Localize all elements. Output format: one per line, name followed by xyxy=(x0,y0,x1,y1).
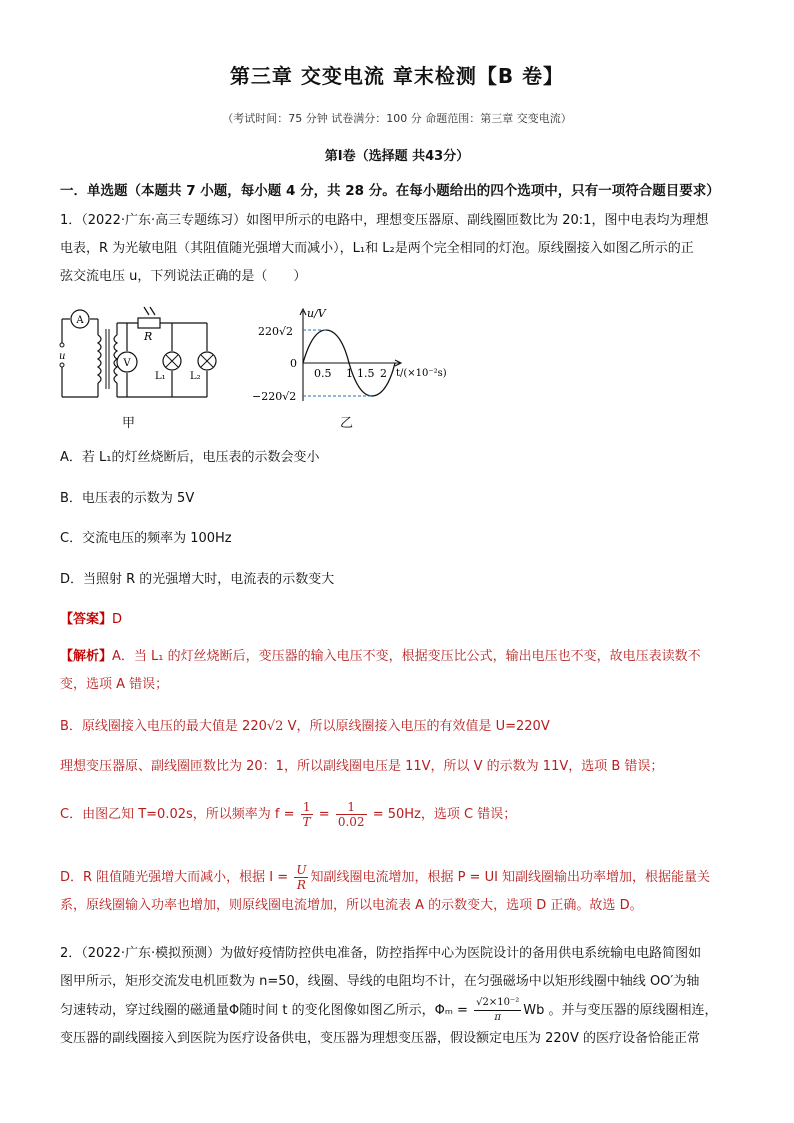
option-d: D．当照射 R 的光强增大时，电流表的示数变大 xyxy=(60,572,335,587)
analysis-d xyxy=(60,863,740,920)
y-max-label: 220√2 xyxy=(258,325,294,338)
analysis-d-pre: D．R 阻值随光强增大而减小，根据 I = xyxy=(60,870,289,885)
q1-stem-line3: 弦交流电压 u，下列说法正确的是（ ） xyxy=(60,269,307,284)
lamp1-label: L₁ xyxy=(155,371,166,382)
analysis-c-pre: C．由图乙知 T=0.02s，所以频率为 f = xyxy=(60,807,295,822)
option-b: B．电压表的示数为 5V xyxy=(60,491,195,506)
y-axis-label: u/V xyxy=(307,307,326,320)
x-axis-label: t/(×10⁻²s) xyxy=(396,368,447,379)
svg-text:V: V xyxy=(123,358,131,369)
analysis-b2: 理想变压器原、副线圈匝数比为 20：1，所以副线圈电压是 11V，所以 V 的示数为 11V，选项 B 错误； xyxy=(60,759,664,774)
fraction-1-over-T: $\frac{1}{T}$ xyxy=(302,800,311,829)
analysis-b xyxy=(60,713,740,741)
q2-line1: 2．（2022·广东·模拟预测）为做好疫情防控供电准备，防控指挥中心为医院设计的备用供电系统输电电路简图如 xyxy=(60,946,702,961)
q2-stem xyxy=(60,940,740,1053)
doc-subtitle: （考试时间：75 分钟 试卷满分：100 分 命题范围：第三章 交变电流） xyxy=(222,112,572,125)
q1-stem-line2: 电表，R 为光敏电阻（其阻值随光强增大而减小），L₁和 L₂是两个完全相同的灯泡。原线圈接入如图乙所示的正 xyxy=(60,241,694,256)
doc-title: 第三章 交变电流 章末检测【B 卷】 xyxy=(229,64,565,88)
fraction-phi-m: $\frac{\text{√2×10⁻²}}{\pi}$ xyxy=(476,997,520,1023)
fraction-1-over-002: $\frac{1}{0.02}$ xyxy=(337,800,365,829)
analysis-a-line1: A．当 L₁ 的灯丝烧断后，变压器的输入电压不变，根据变压比公式，输出电压也不变，故电压表读数不 xyxy=(112,649,701,664)
analysis-d-line2: 系，原线圈输入功率也增加，则原线圈电流增加，所以电流表 A 的示数变大，选项 D 正确。故选 D。 xyxy=(60,898,643,913)
x-tick: 0.5 xyxy=(314,367,332,380)
analysis-c: C．由图乙知 T=0.02s，所以频率为 f = $\frac{1}{T}$ = $\frac{1}{0.02}$ = 50Hz，选项 C 错误； xyxy=(60,800,517,829)
sine-graph xyxy=(250,305,460,405)
section-heading: 第Ⅰ卷（选择题 共43分） xyxy=(324,149,470,164)
q2-line3-pre: 匀速转动，穿过线圈的磁通量Φ随时间 t 的变化图像如图乙所示，Φₘ = xyxy=(60,1003,468,1018)
q1-stem-line1: 1．（2022·广东·高三专题练习）如图甲所示的电路中，理想变压器原、副线圈匝数比为 20:1，图中电表均为理想 xyxy=(60,213,709,228)
input-voltage-label: u xyxy=(59,351,66,362)
lamp2-label: L₂ xyxy=(190,371,201,382)
analysis-b-post: V，所以原线圈接入电压的有效值是 U=220V xyxy=(283,719,550,734)
ammeter-icon xyxy=(71,310,89,328)
y-min-label: −220√2 xyxy=(252,390,297,403)
lamp2-icon xyxy=(198,352,216,370)
analysis-label: 【解析】 xyxy=(60,649,113,664)
lamp1-icon xyxy=(163,352,181,370)
analysis-c-post: = 50Hz，选项 C 错误； xyxy=(372,807,517,822)
q2-line3-post: Wb 。并与变压器的原线圈相连， xyxy=(523,1003,718,1018)
answer-label: 【答案】 xyxy=(60,612,113,627)
analysis-d-mid: 知副线圈电流增加，根据 P = UI 知副线圈输出功率增加，根据能量关 xyxy=(310,870,711,885)
circuit-diagram xyxy=(50,305,220,405)
analysis-a-line2: 变，选项 A 错误； xyxy=(60,677,169,692)
option-c: C．交流电压的频率为 100Hz xyxy=(60,531,232,546)
fraction-U-over-R: $\frac{U}{R}$ xyxy=(296,863,307,892)
analysis-b-pre: B．原线圈接入电压的最大值是 220 xyxy=(60,719,267,734)
part-heading: 一．单选题（本题共 7 小题，每小题 4 分，共 28 分。在每小题给出的四个选项中，只有一项符合题目要求） xyxy=(60,183,720,199)
q2-line4: 变压器的副线圈接入到医院为医疗设备供电，变压器为理想变压器，假设额定电压为 220V 的医疗设备恰能正常 xyxy=(60,1031,700,1046)
q2-line2: 图甲所示，矩形交流发电机匝数为 n=50，线圈、导线的电阻均不计，在匀强磁场中以矩形线圈中轴线 OO′为轴 xyxy=(60,974,700,989)
x-tick: 1.5 xyxy=(357,367,375,380)
svg-text:A: A xyxy=(76,315,84,326)
answer-line xyxy=(60,608,122,627)
answer-value: D xyxy=(112,612,123,627)
figure-jia-label: 甲 xyxy=(122,416,136,431)
sqrt-two: √2 xyxy=(266,719,284,734)
x-tick: 1 xyxy=(346,367,353,380)
analysis-a xyxy=(60,643,740,699)
figure-yi-label: 乙 xyxy=(340,416,354,431)
resistor-label: R xyxy=(144,330,153,343)
q1-stem xyxy=(60,207,740,291)
origin-label: 0 xyxy=(290,357,297,370)
option-a: A．若 L₁的灯丝烧断后，电压表的示数会变小 xyxy=(60,450,320,465)
x-tick: 2 xyxy=(380,367,387,380)
voltmeter-icon xyxy=(117,352,137,372)
